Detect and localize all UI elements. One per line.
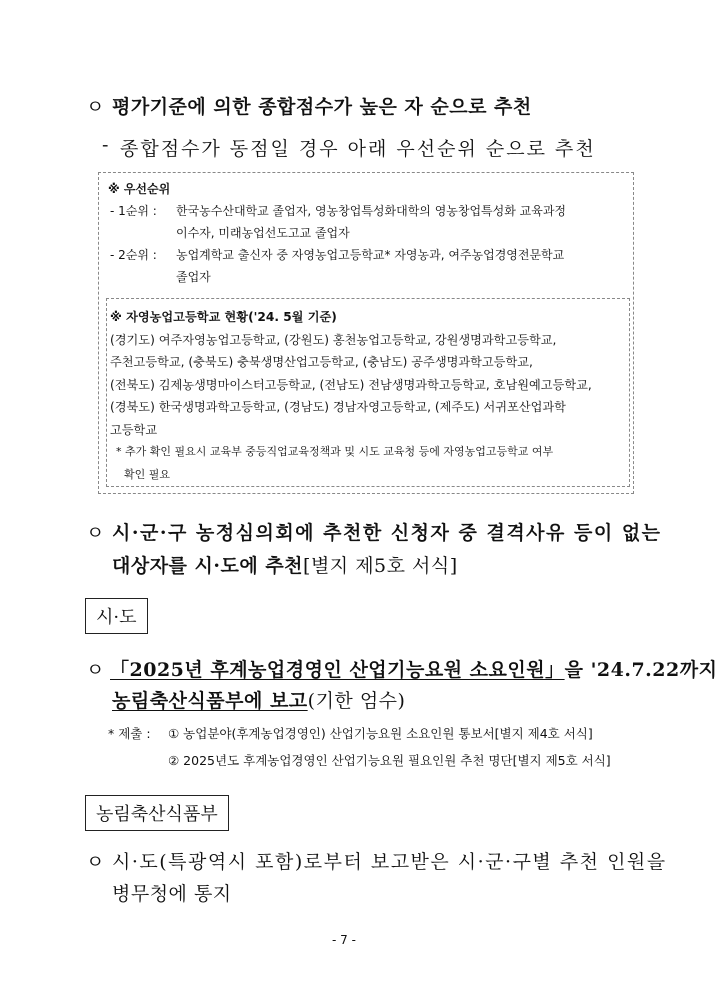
report-deadline: 을 '24.7.22까지 — [564, 659, 717, 681]
report-to-ministry: 농림축산식품부에 보고 — [112, 690, 308, 712]
rank2-label: - 2순위 : — [110, 248, 157, 262]
report-title: 「2025년 후계농업경영인 산업기능요원 소요인원」 — [110, 659, 565, 681]
section-sido: 시·도 — [85, 598, 148, 634]
school-line: (경북도) 한국생명과학고등학교, (경남도) 경남자영고등학교, (제주도) 서귀포산업과학 — [110, 400, 566, 414]
rank1-text: 한국농수산대학교 졸업자, 영농창업특성화대학의 영농창업특성화 교육과정 — [176, 204, 567, 218]
submission-label: * 제출 : — [108, 726, 151, 741]
bullet-marker: ㅇ — [86, 96, 105, 118]
bullet-recommend: 시·군·구 농정심의회에 추천한 신청자 중 결격사유 등이 없는 — [112, 522, 662, 544]
school-note-cont: 확인 필요 — [124, 467, 171, 481]
bullet-ranking: 평가기준에 의한 종합점수가 높은 자 순으로 추천 — [112, 96, 532, 118]
bullet-notify: 시·도(특광역시 포함)로부터 보고받은 시·군·구별 추천 인원을 — [112, 851, 667, 873]
bullet-marker: ㅇ — [86, 659, 105, 681]
school-line: (전북도) 김제농생명마이스터고등학교, (전남도) 전남생명과학고등학교, 호남원예고등학교, — [110, 377, 592, 392]
recommend-target: 대상자를 시·도에 추천 — [112, 555, 304, 577]
deadline-note: (기한 엄수) — [307, 690, 406, 712]
rank1-label: - 1순위 : — [110, 204, 157, 218]
page-number: - 7 - — [332, 933, 356, 947]
submission-item-1: ① 농업분야(후계농업경영인) 산업기능요원 소요인원 통보서[별지 제4호 서식] — [168, 726, 593, 741]
rank2-text: 농업계학교 출신자 중 자영농업고등학교* 자영농과, 여주농업경영전문학교 — [176, 248, 565, 262]
school-line: 고등학교 — [110, 422, 158, 437]
priority-title: ※ 우선순위 — [108, 182, 171, 196]
school-note: * 추가 확인 필요시 교육부 중등직업교육정책과 및 시도 교육청 등에 자영농업고등학교 여부 — [116, 445, 554, 458]
dash-marker: - — [102, 134, 109, 156]
school-line: (경기도) 여주자영농업고등학교, (강원도) 홍천농업고등학교, 강원생명과학고등학교, — [110, 332, 557, 347]
section-ministry: 농림축산식품부 — [85, 795, 229, 831]
school-line: 주천고등학교, (충북도) 충북생명산업고등학교, (충남도) 공주생명과학고등학교, — [110, 355, 533, 369]
tie-rule: 종합점수가 동점일 경우 아래 우선순위 순으로 추천 — [120, 138, 596, 160]
bullet-marker: ㅇ — [86, 851, 105, 873]
school-title: ※ 자영농업고등학교 현황('24. 5월 기준) — [110, 310, 337, 324]
rank2-text-cont: 졸업자 — [176, 270, 211, 284]
bullet-marker: ㅇ — [86, 522, 105, 544]
submission-item-2: ② 2025년도 후계농업경영인 산업기능요원 필요인원 추천 명단[별지 제5호 서식] — [168, 753, 611, 768]
bullet-notify-cont: 병무청에 통지 — [112, 883, 232, 905]
rank1-text-cont: 이수자, 미래농업선도고교 졸업자 — [176, 226, 350, 240]
recommend-form: [별지 제5호 서식] — [303, 555, 458, 577]
